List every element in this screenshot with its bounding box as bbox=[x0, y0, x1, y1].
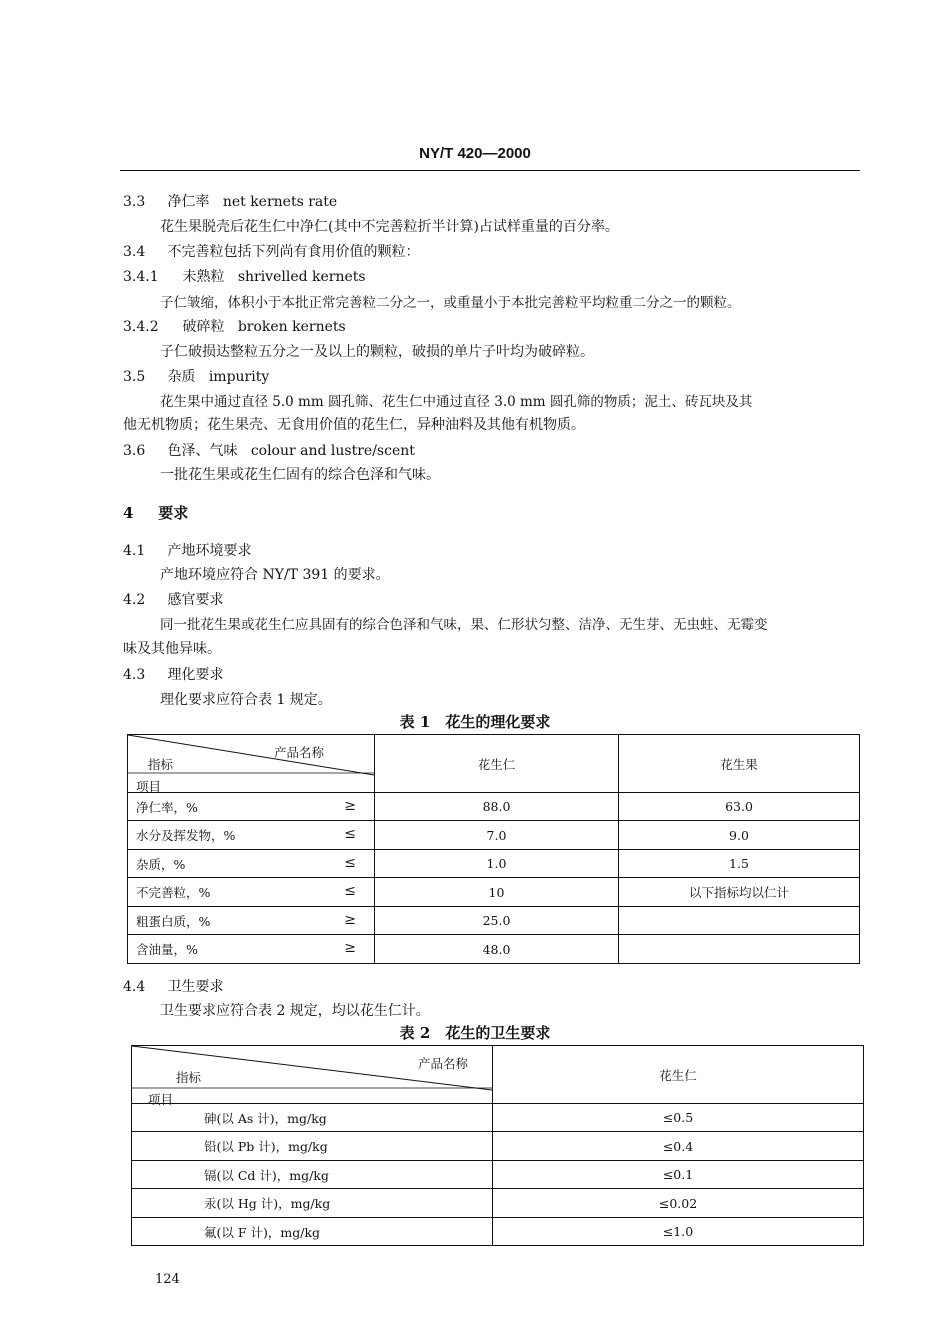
table2-header-row bbox=[132, 1046, 864, 1104]
term-title: 净仁率 bbox=[167, 194, 210, 210]
row-item bbox=[128, 935, 375, 964]
pod-value: 63.0 bbox=[619, 793, 860, 821]
clause-number: 4.1 bbox=[123, 543, 146, 559]
kernel-value: ≤1.0 bbox=[493, 1218, 864, 1246]
clause-number: 4.4 bbox=[123, 979, 146, 995]
row-item bbox=[128, 907, 375, 935]
kernel-value: 25.0 bbox=[375, 907, 619, 935]
s42-heading bbox=[123, 589, 223, 609]
def-3-3-heading bbox=[123, 191, 337, 211]
s44-body: 卫生要求应符合表 2 规定，均以花生仁计。 bbox=[160, 1003, 430, 1019]
kernel-value: ≤0.02 bbox=[493, 1189, 864, 1218]
row-item: 氟(以 F 计)，mg/kg bbox=[132, 1218, 493, 1246]
table1 bbox=[127, 734, 860, 964]
def-3-5-body-line2: 他无机物质；花生果壳、无食用价值的花生仁，异种油料及其他有机物质。 bbox=[123, 417, 585, 433]
def-3-3-body: 花生果脱壳后花生仁中净仁(其中不完善粒折半计算)占试样重量的百分率。 bbox=[160, 219, 619, 235]
table-row bbox=[128, 878, 860, 907]
comparison-symbol: ≤ bbox=[344, 883, 356, 899]
clause-number: 3.3 bbox=[123, 194, 146, 210]
row-item bbox=[128, 878, 375, 907]
pod-value bbox=[619, 935, 860, 964]
def-3-4-heading bbox=[123, 241, 419, 261]
s44-heading bbox=[123, 976, 223, 996]
item-label: 粗蛋白质，% bbox=[136, 913, 211, 929]
term-title: 色泽、气味 bbox=[167, 443, 238, 459]
table2 bbox=[131, 1045, 864, 1246]
kernel-value: ≤0.5 bbox=[493, 1104, 864, 1132]
comparison-symbol: ≤ bbox=[344, 854, 356, 871]
kernel-value: 48.0 bbox=[375, 935, 619, 964]
clause-number: 3.4.2 bbox=[123, 319, 159, 335]
table1-caption: 表 1 花生的理化要求 bbox=[399, 713, 551, 731]
clause-title: 产地环境要求 bbox=[167, 543, 252, 559]
term-title: 杂质 bbox=[167, 369, 196, 385]
def-3-5-body-line1: 花生果中通过直径 5.0 mm 圆孔筛、花生仁中通过直径 3.0 mm 圆孔筛的物质；泥土、砖瓦块及其 bbox=[160, 394, 753, 410]
s43-body: 理化要求应符合表 1 规定。 bbox=[160, 692, 332, 708]
def-3-4-2-body: 子仁破损达整粒五分之一及以上的颗粒，破损的单片子叶均为破碎粒。 bbox=[160, 344, 594, 360]
def-3-4-2-heading bbox=[123, 316, 346, 336]
item-label: 水分及挥发物，% bbox=[136, 828, 236, 843]
row-item: 砷(以 As 计)，mg/kg bbox=[132, 1104, 493, 1132]
def-3-6-body: 一批花生果或花生仁固有的综合色泽和气味。 bbox=[160, 467, 440, 483]
row-item bbox=[128, 850, 375, 878]
item-label: 杂质，% bbox=[136, 856, 186, 872]
clause-number: 3.4.1 bbox=[123, 269, 159, 285]
def-3-4-1-body: 子仁皱缩，体积小于本批正常完善粒二分之一，或重量小于本批完善粒平均粒重二分之一的颗粒。 bbox=[160, 295, 741, 311]
diag-indicator-label: 指标 bbox=[176, 1070, 202, 1085]
clause-number: 3.6 bbox=[123, 443, 146, 459]
clause-title: 卫生要求 bbox=[167, 979, 224, 995]
kernel-value: 10 bbox=[375, 878, 619, 907]
section-title: 要求 bbox=[158, 504, 189, 522]
table1-diagonal-header bbox=[128, 735, 375, 793]
clause-number: 3.5 bbox=[123, 369, 146, 385]
row-item bbox=[128, 821, 375, 850]
comparison-symbol: ≤ bbox=[344, 826, 356, 842]
diag-item-label: 项目 bbox=[136, 779, 162, 794]
header-rule bbox=[120, 170, 860, 171]
diag-indicator-label: 指标 bbox=[148, 757, 174, 772]
table2-diagonal-header bbox=[132, 1046, 493, 1107]
pod-value: 9.0 bbox=[619, 821, 860, 850]
table-row bbox=[128, 935, 860, 964]
table2-caption: 表 2 花生的卫生要求 bbox=[399, 1024, 551, 1042]
diag-product-label: 产品名称 bbox=[274, 745, 325, 760]
row-item bbox=[128, 793, 375, 821]
term-english: net kernets rate bbox=[222, 194, 338, 210]
term-english: impurity bbox=[208, 369, 270, 385]
kernel-value: 7.0 bbox=[375, 821, 619, 850]
kernel-value: 1.0 bbox=[375, 850, 619, 878]
term-title: 未熟粒 bbox=[182, 269, 225, 285]
kernel-value: 88.0 bbox=[375, 793, 619, 821]
table-row bbox=[128, 821, 860, 850]
table-row bbox=[132, 1218, 864, 1246]
table1-col-kernel: 花生仁 bbox=[375, 735, 619, 793]
table-row bbox=[132, 1104, 864, 1132]
table-row bbox=[128, 850, 860, 878]
page-number: 124 bbox=[155, 1272, 180, 1287]
clause-number: 4.2 bbox=[123, 592, 146, 608]
table-row bbox=[132, 1161, 864, 1189]
clause-number: 4.3 bbox=[123, 667, 146, 683]
diag-product-label: 产品名称 bbox=[418, 1056, 469, 1071]
item-label: 净仁率，% bbox=[136, 799, 198, 815]
def-3-6-heading bbox=[123, 440, 415, 460]
s41-body: 产地环境应符合 NY/T 391 的要求。 bbox=[160, 567, 390, 583]
comparison-symbol: ≥ bbox=[344, 940, 356, 956]
section-4-heading bbox=[123, 502, 188, 523]
standard-code-header: NY/T 420—2000 bbox=[419, 145, 531, 162]
pod-value bbox=[619, 907, 860, 935]
comparison-symbol: ≥ bbox=[344, 797, 356, 814]
s43-heading bbox=[123, 664, 223, 684]
table1-col-pod: 花生果 bbox=[619, 735, 860, 793]
clause-title: 感官要求 bbox=[167, 592, 224, 608]
item-label: 不完善粒，% bbox=[136, 885, 211, 900]
table-row bbox=[128, 793, 860, 821]
kernel-value: ≤0.1 bbox=[493, 1161, 864, 1189]
table2-col-kernel: 花生仁 bbox=[493, 1046, 864, 1104]
term-title: 破碎粒 bbox=[182, 319, 225, 335]
kernel-value: ≤0.4 bbox=[493, 1132, 864, 1161]
s42-body-line2: 味及其他异味。 bbox=[123, 641, 221, 657]
clause-number: 3.4 bbox=[123, 244, 146, 260]
table-row bbox=[132, 1132, 864, 1161]
term-english: colour and lustre/scent bbox=[250, 443, 415, 459]
comparison-symbol: ≥ bbox=[344, 911, 356, 928]
section-number: 4 bbox=[123, 504, 134, 522]
diag-item-label: 项目 bbox=[148, 1092, 174, 1107]
clause-title: 理化要求 bbox=[167, 667, 224, 683]
row-item: 镉(以 Cd 计)，mg/kg bbox=[132, 1161, 493, 1189]
term-english: shrivelled kernets bbox=[237, 269, 366, 285]
table-row bbox=[132, 1189, 864, 1218]
s42-body-line1: 同一批花生果或花生仁应具固有的综合色泽和气味，果、仁形状匀整、洁净、无生芽、无虫蛀、无霉变 bbox=[160, 617, 768, 633]
table-row bbox=[128, 907, 860, 935]
def-3-5-heading bbox=[123, 366, 269, 386]
table1-header-row bbox=[128, 735, 860, 793]
def-3-4-1-heading bbox=[123, 266, 366, 286]
row-item: 汞(以 Hg 计)，mg/kg bbox=[132, 1189, 493, 1218]
pod-value: 以下指标均以仁计 bbox=[619, 878, 860, 907]
item-label: 含油量，% bbox=[136, 942, 198, 957]
s41-heading bbox=[123, 540, 251, 560]
term-english: broken kernets bbox=[237, 319, 346, 335]
pod-value: 1.5 bbox=[619, 850, 860, 878]
row-item: 铅(以 Pb 计)，mg/kg bbox=[132, 1132, 493, 1161]
term-title: 不完善粒包括下列尚有食用价值的颗粒： bbox=[167, 244, 420, 260]
